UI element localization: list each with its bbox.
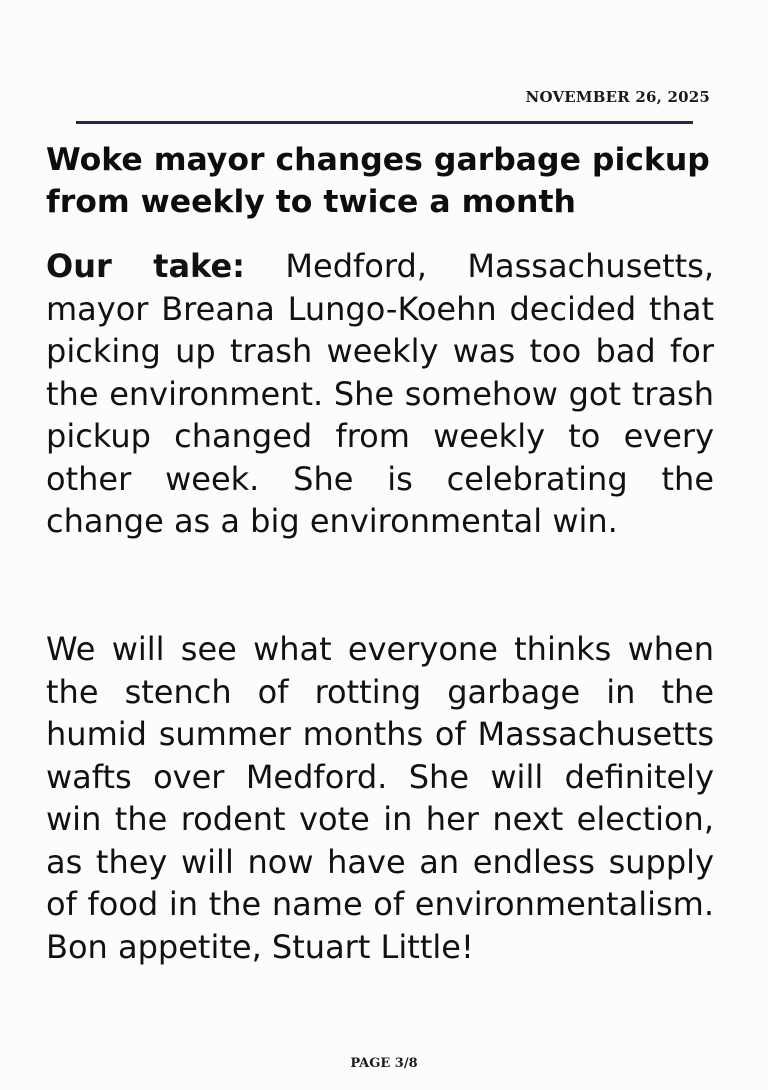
header-divider <box>76 121 693 124</box>
article-date: NOVEMBER 26, 2025 <box>525 88 710 106</box>
page-number: PAGE 3/8 <box>350 1056 418 1071</box>
article-headline: Woke mayor changes garbage pickup from weekly to twice a month <box>46 142 710 220</box>
article-paragraph-2: We will see what everyone thinks when the stench of rotting garbage in the humid summer months of Massachusetts wafts over Medford. She will definitely win the rodent vote in her next election, as they will now have an endless supply of food in the name of environmentalism. Bon appetite, Stuart Little! <box>46 630 714 966</box>
lead-label: Our take: <box>46 247 245 285</box>
article-paragraph-1 <box>46 245 714 543</box>
paragraph-1-text: Medford, Massachusetts, mayor Breana Lungo-Koehn decided that picking up trash weekly was too bad for the environment. She somehow got trash pickup changed from weekly to every other week. She is celebrating the change as a big environmental win. <box>46 247 715 540</box>
